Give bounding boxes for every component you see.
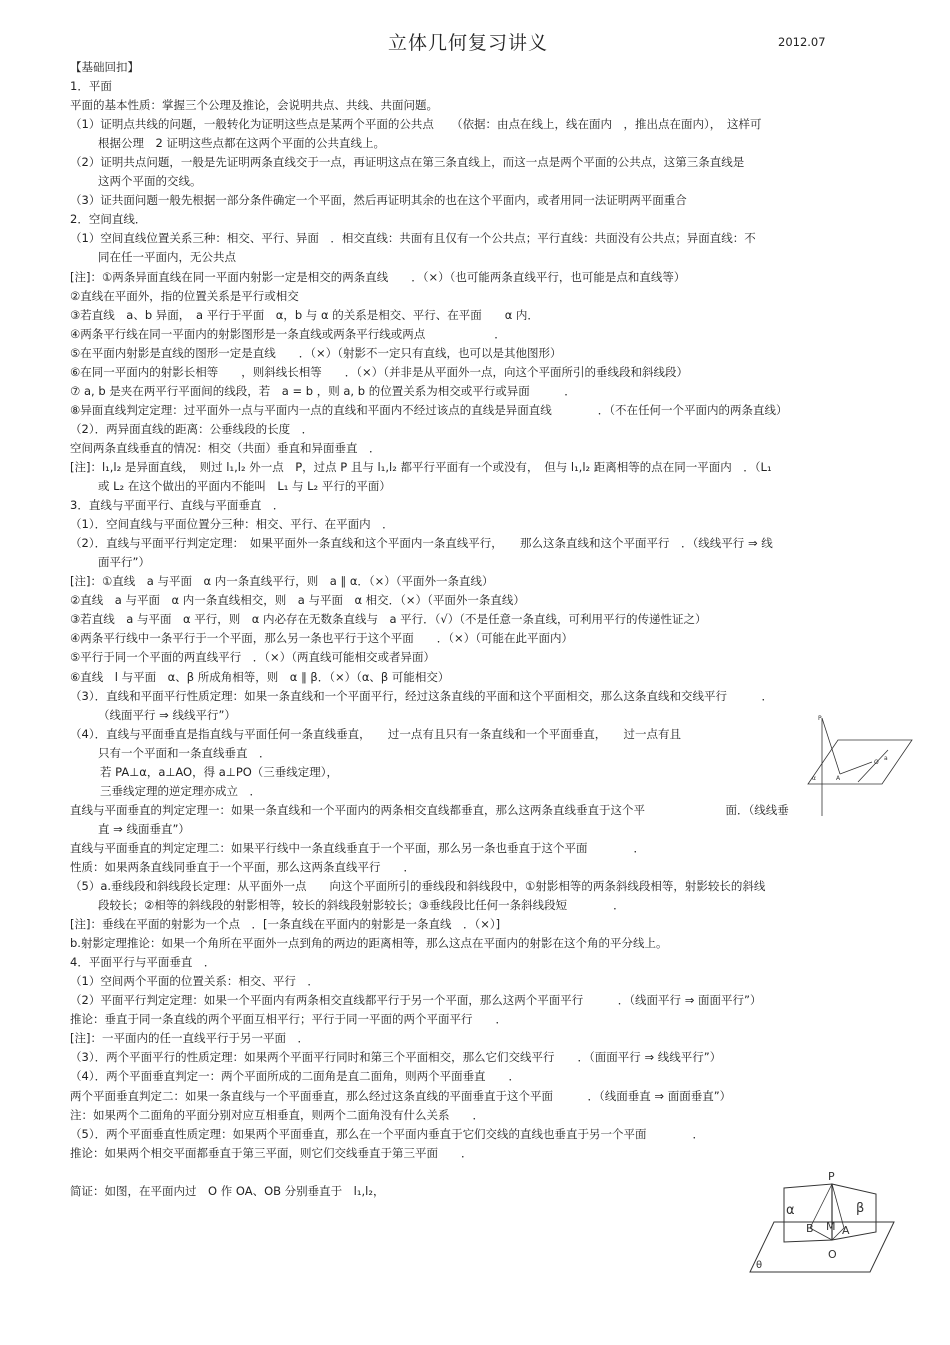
text-line: ②直线 a 与平面 α 内一条直线相交，则 a 与平面 α 相交．（×）（平面外一条直线） xyxy=(70,593,525,608)
three-perpendicular-figure xyxy=(800,712,915,818)
text-line: 直线与平面垂直的判定定理一：如果一条直线和一个平面内的两条相交直线都垂直，那么这两条直线垂直于这个平 面．（线线垂 xyxy=(70,802,789,817)
text-line: ⑧异面直线判定定理：过平面外一点与平面内一点的直线和平面内不经过该点的直线是异面直线 ．（不在任何一个平面内的两条直线） xyxy=(70,402,788,417)
text-line: 面平行”） xyxy=(98,555,150,570)
text-line: （4）．两个平面垂直判定一：两个平面所成的二面角是直二面角，则两个平面垂直 ． xyxy=(70,1069,521,1084)
text-line: ⑤平行于同一个平面的两直线平行 ．（×）（两直线可能相交或者异面） xyxy=(70,650,435,665)
text-line: （1）空间直线位置关系三种：相交、平行、异面 ．相交直线：共面有且仅有一个公共点；平行直线：共面没有公共点；异面直线：不 xyxy=(70,231,756,246)
text-line: （线面平行 ⇒ 线线平行”） xyxy=(98,707,236,722)
fig2-label-b: B xyxy=(806,1222,814,1235)
fig2-label-theta: θ xyxy=(756,1260,763,1271)
text-line: [注]：垂线在平面的射影为一个点 ．[一条直线在平面内的射影是一条直线 ．（×）] xyxy=(70,917,501,932)
text-line: ⑥在同一平面内的射影长相等 ，则斜线长相等 ．（×）（并非是从平面外一点，向这个平面所引的垂线段和斜线段） xyxy=(70,364,688,379)
text-line: ⑥直线 l 与平面 α、β 所成角相等，则 α ∥ β．（×）（α、β 可能相交） xyxy=(70,669,450,684)
document-date: 2012.07 xyxy=(778,35,826,49)
text-line: 根据公理 2 证明这些点都在这两个平面的公共直线上。 xyxy=(98,136,385,151)
fig2-label-a: A xyxy=(842,1224,850,1237)
text-line: ②直线在平面外，指的位置关系是平行或相交 xyxy=(70,288,299,303)
text-line: 段较长；②相等的斜线段的射影相等，较长的斜线段射影较长；③垂线段比任何一条斜线段短 ． xyxy=(98,898,625,913)
text-line: 直 ⇒ 线面垂直”） xyxy=(98,821,190,836)
fig1-label-p: P xyxy=(818,715,822,722)
text-line: （2）平面平行判定定理：如果一个平面内有两条相交直线都平行于另一个平面，那么这两个平面平行 ．（线面平行 ⇒ 面面平行”） xyxy=(70,993,762,1008)
text-line: ⑦ a, b 是夹在两平行平面间的线段，若 a = b ，则 a, b 的位置关系为相交或平行或异面 ． xyxy=(70,383,576,398)
text-line: 空间两条直线垂直的情况：相交（共面）垂直和异面垂直 ． xyxy=(70,440,381,455)
text-line: （1）证明点共线的问题，一般转化为证明这些点是某两个平面的公共点 （依据：由点在线上，线在面内 ，推出点在面内）， 这样可 xyxy=(70,117,762,132)
fig2-label-m: M xyxy=(826,1220,836,1233)
fig1-label-o: O xyxy=(874,759,879,766)
text-line: [注]：①两条异面直线在同一平面内射影一定是相交的两条直线 ．（×）（也可能两条直线平行，也可能是点和直线等） xyxy=(70,269,686,284)
text-line: ④两条平行线在同一平面内的射影图形是一条直线或两条平行线或两点 ． xyxy=(70,326,506,341)
text-line: 若 PA⊥α，a⊥AO，得 a⊥PO（三垂线定理）， xyxy=(100,764,339,779)
text-line: 2．空间直线． xyxy=(70,212,147,227)
fig1-label-alpha: α xyxy=(812,775,816,782)
fig2-label-beta: β xyxy=(856,1201,865,1216)
fig2-label-alpha: α xyxy=(786,1203,795,1218)
text-line: （1）空间两个平面的位置关系：相交、平行 ． xyxy=(70,974,319,989)
text-line: （2）证明共点问题，一般是先证明两条直线交于一点，再证明这点在第三条直线上，而这一点是两个平面的公共点，这第三条直线是 xyxy=(70,155,745,170)
text-line: （4）．直线与平面垂直是指直线与平面任何一条直线垂直， 过一点有且只有一条直线和一个平面垂直， 过一点有且 xyxy=(70,726,682,741)
page-title: 立体几何复习讲义 xyxy=(388,32,549,54)
text-line: 3．直线与平面平行、直线与平面垂直 ． xyxy=(70,498,285,513)
text-line: [注]：一平面内的任一直线平行于另一平面 ． xyxy=(70,1031,309,1046)
text-line: [注]：l₁,l₂ 是异面直线， 则过 l₁,l₂ 外一点 P，过点 P 且与 l₁,l₂ 都平行平面有一个或没有， 但与 l₁,l₂ 距离相等的点在同一平面内 ．（L₁ xyxy=(70,459,772,474)
text-line: （5）．两个平面垂直性质定理：如果两个平面垂直，那么在一个平面内垂直于它们交线的直线也垂直于另一个平面 ． xyxy=(70,1126,705,1141)
text-line: 或 L₂ 在这个做出的平面内不能叫 L₁ 与 L₂ 平行的平面） xyxy=(98,479,391,494)
text-line: （2）．直线与平面平行判定定理： 如果平面外一条直线和这个平面内一条直线平行， 那么这条直线和这个平面平行 ．（线线平行 ⇒ 线 xyxy=(70,536,773,551)
text-line: 同在任一平面内，无公共点 xyxy=(98,250,236,265)
text-line: ④两条平行线中一条平行于一个平面，那么另一条也平行于这个平面 ．（×）（可能在此平面内） xyxy=(70,631,573,646)
text-line: 简证：如图，在平面内过 O 作 OA、OB 分别垂直于 l₁,l₂， xyxy=(70,1183,385,1198)
fig1-label-capital-a: A xyxy=(836,775,841,782)
fig2-label-p: P xyxy=(828,1170,835,1183)
text-line: 三垂线定理的逆定理亦成立 ． xyxy=(100,783,261,798)
fig1-label-a: a xyxy=(884,755,888,762)
text-line: b.射影定理推论：如果一个角所在平面外一点到角的两边的距离相等，那么这点在平面内的射影在这个角的平分线上。 xyxy=(70,936,668,951)
text-line: 性质：如果两条直线同垂直于一个平面，那么这两条直线平行 ． xyxy=(70,859,415,874)
text-line: （3）证共面问题一般先根据一部分条件确定一个平面，然后再证明其余的也在这个平面内，或者用同一法证明两平面重合 xyxy=(70,193,687,208)
text-line: 只有一个平面和一条直线垂直 ． xyxy=(98,745,271,760)
text-line: 4．平面平行与平面垂直 ． xyxy=(70,955,216,970)
text-line: ③若直线 a、b 异面， a 平行于平面 α，b 与 α 的关系是相交、平行、在平面 α 内． xyxy=(70,307,539,322)
text-line: （5）a.垂线段和斜线段长定理：从平面外一点 向这个平面所引的垂线段和斜线段中，①射影相等的两条斜线段相等，射影较长的斜线 xyxy=(70,879,766,894)
text-line: 推论：如果两个相交平面都垂直于第三平面，则它们交线垂直于第三平面 ． xyxy=(70,1145,473,1160)
text-line: 平面的基本性质：掌握三个公理及推论，会说明共点、共线、共面问题。 xyxy=(70,98,438,113)
text-line: ⑤在平面内射影是直线的图形一定是直线 ．（×）（射影不一定只有直线，也可以是其他图形） xyxy=(70,345,562,360)
fig2-label-o: O xyxy=(828,1248,837,1261)
text-line: 【基础回扣】 xyxy=(70,60,139,74)
text-line: [注]：①直线 a 与平面 α 内一条直线平行，则 a ∥ α．（×）（平面外一条直线） xyxy=(70,574,494,589)
document-body xyxy=(70,58,906,1201)
text-line: 这两个平面的交线。 xyxy=(98,174,202,189)
text-line: 两个平面垂直判定二：如果一条直线与一个平面垂直，那么经过这条直线的平面垂直于这个平面 ．（线面垂直 ⇒ 面面垂直”） xyxy=(70,1088,732,1103)
text-line: ③若直线 a 与平面 α 平行，则 α 内必存在无数条直线与 a 平行．（√）（不是任意一条直线，可利用平行的传递性证之） xyxy=(70,612,707,627)
text-line: 1．平面 xyxy=(70,79,112,94)
text-line: （3）．两个平面平行的性质定理：如果两个平面平行同时和第三个平面相交，那么它们交线平行 ．（面面平行 ⇒ 线线平行”） xyxy=(70,1050,722,1065)
text-line: 推论：垂直于同一条直线的两个平面互相平行；平行于同一平面的两个平面平行 ． xyxy=(70,1012,507,1027)
perpendicular-planes-figure xyxy=(748,1170,896,1280)
text-line: （2）．两异面直线的距离：公垂线段的长度 ． xyxy=(70,421,314,436)
text-line: 直线与平面垂直的判定定理二：如果平行线中一条直线垂直于一个平面，那么另一条也垂直于这个平面 ． xyxy=(70,840,645,855)
text-line: （1）．空间直线与平面位置分三种：相交、平行、在平面内 ． xyxy=(70,517,394,532)
text-line: （3）．直线和平面平行性质定理：如果一条直线和一个平面平行，经过这条直线的平面和这个平面相交，那么这条直线和交线平行 ． xyxy=(70,688,774,703)
text-line: 注：如果两个二面角的平面分别对应互相垂直，则两个二面角没有什么关系 ． xyxy=(70,1107,484,1122)
